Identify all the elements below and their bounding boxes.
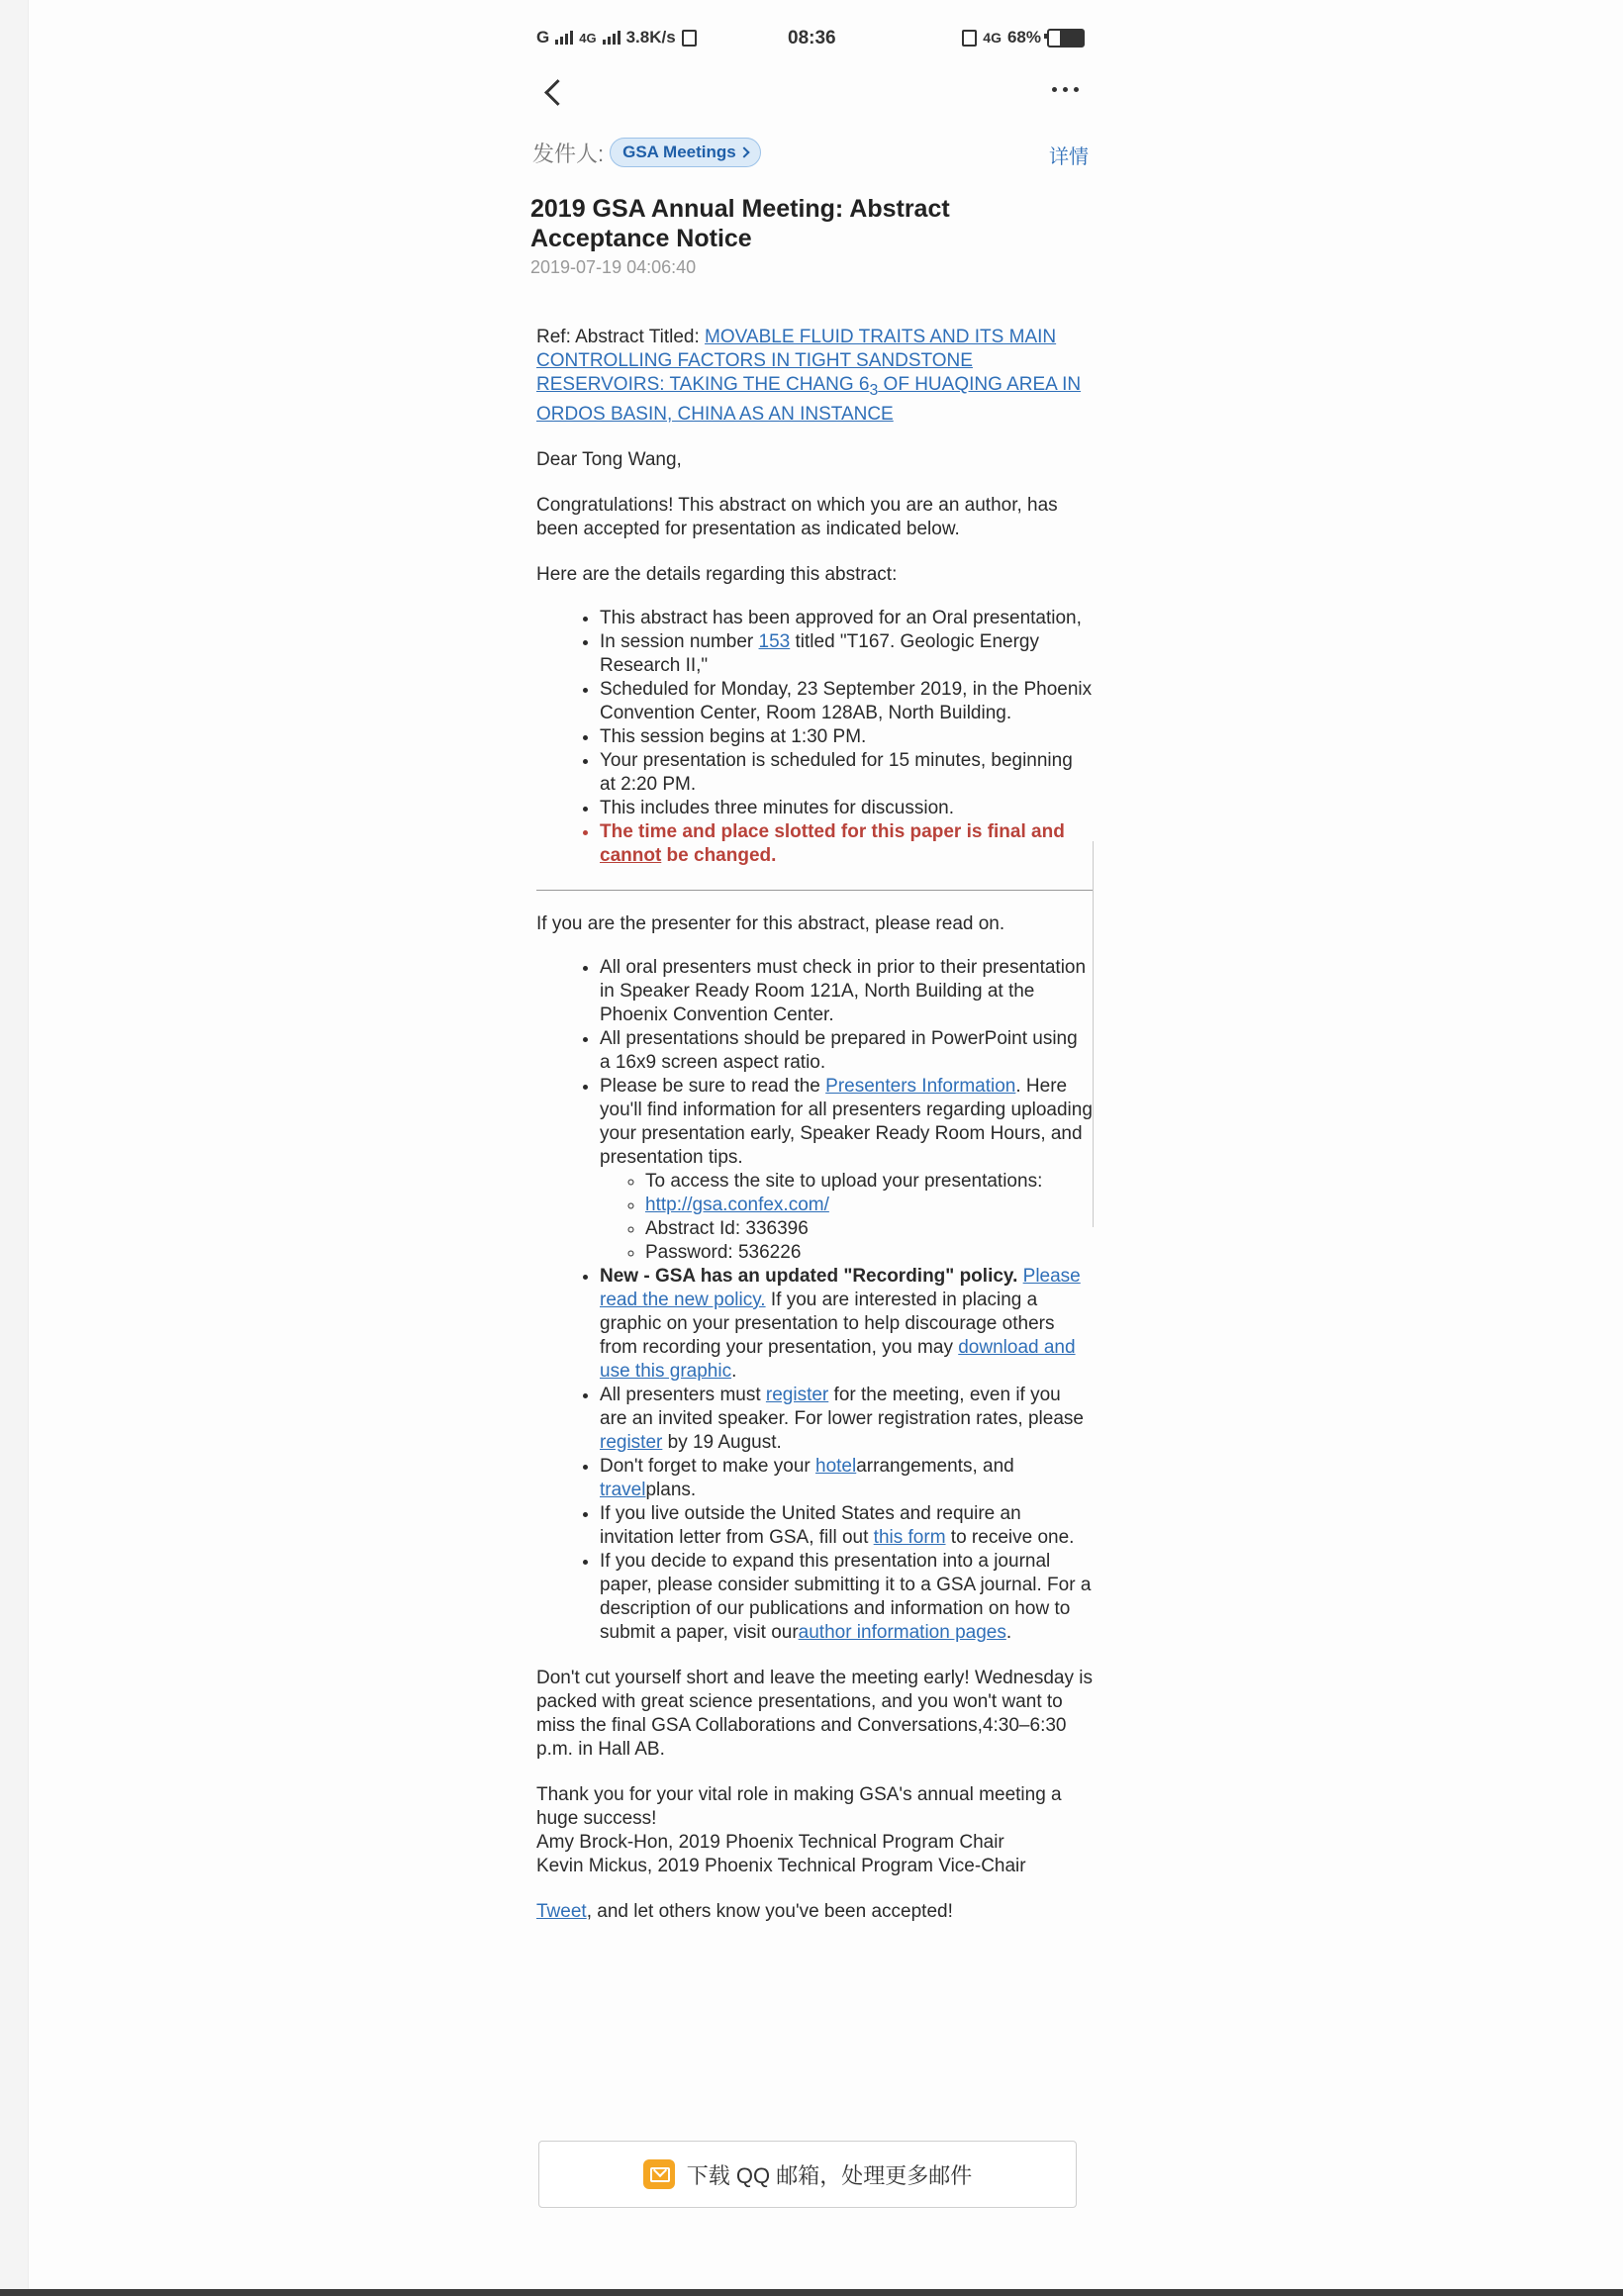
list-item: • This abstract has been approved for an Oral presentation, (600, 607, 1093, 630)
recording-policy-bold: New - GSA has an updated "Recording" policy. (600, 1265, 1018, 1287)
details-link[interactable]: 详情 (1049, 146, 1089, 168)
register-link-2[interactable]: register (600, 1431, 663, 1453)
network-right-label: 4G (983, 30, 1002, 46)
signal-icon-2 (603, 31, 621, 45)
tweet-post: , and let others know you've been accepted! (586, 1900, 953, 1922)
register-end: by 19 August. (662, 1431, 782, 1453)
recording-mid: If you are interested in placing a graphic on your presentation to help discourage others from recording your presentation, you may (600, 1289, 1055, 1358)
list-item: • Scheduled for Monday, 23 September 2019, in the Phoenix Convention Center, Room 128AB, North Building. (600, 678, 1093, 725)
greeting: Dear Tong Wang, (536, 448, 682, 470)
vibrate-icon (962, 30, 977, 47)
email-body (530, 326, 1093, 1924)
register-link[interactable]: register (765, 1384, 829, 1405)
list-item: • All oral presenters must check in prior to their presentation in Speaker Ready Room 121A, North Building at the Phoenix Convention Center. (600, 956, 1093, 1027)
journal-end: . (1005, 1621, 1012, 1643)
hotel-mid: arrangements, and (856, 1455, 1014, 1477)
register-mid: for the meeting, even if you are an invited speaker. For lower registration rates, please (600, 1384, 1084, 1429)
email-subject: 2019 GSA Annual Meeting: Abstract Acceptance Notice (530, 195, 950, 252)
carrier-label: G (536, 28, 550, 47)
presenters-pre: Please be sure to read the (600, 1075, 826, 1097)
session-pre: In session number (600, 630, 759, 652)
abstract-title-b: OF HUAQING AREA IN ORDOS BASIN, CHINA AS AN INSTANCE (536, 374, 1082, 425)
list-item (600, 630, 1093, 678)
tweet-link[interactable]: Tweet (536, 1900, 587, 1922)
signature-chair: Amy Brock-Hon, 2019 Phoenix Technical Program Chair (536, 1831, 1004, 1853)
chevron-right-icon (738, 146, 749, 157)
abstract-title-sub: 3 (869, 381, 879, 399)
email-date: 2019-07-19 04:06:40 (530, 257, 697, 277)
list-item: • This includes three minutes for discussion. (600, 797, 1093, 820)
divider (536, 890, 1093, 891)
status-time: 08:36 (788, 28, 836, 48)
signal-icon (555, 31, 573, 45)
sublist-item: ◦ Abstract Id: 336396 (645, 1217, 1093, 1241)
list-item (600, 1075, 1093, 1265)
list-item (600, 1455, 1093, 1502)
session-post: titled "T167. Geologic Energy Research II," (600, 630, 1040, 676)
list-item: • All presentations should be prepared in PowerPoint using a 16x9 screen aspect ratio. (600, 1027, 1093, 1075)
confex-link[interactable]: http://gsa.confex.com/ (645, 1194, 829, 1215)
list-item (600, 1265, 1093, 1384)
final-notice-c: be changed. (661, 844, 777, 866)
battery-icon (1047, 29, 1085, 48)
list-item: • This session begins at 1:30 PM. (600, 725, 1093, 749)
presenters-post: . Here you'll find information for all presenters regarding uploading your presentation early, Speaker Ready Room Hours, and presentation tips. (600, 1075, 1093, 1168)
download-qq-mail-button[interactable] (538, 2141, 1077, 2208)
final-notice-b: cannot (600, 844, 662, 866)
invitation-pre: If you live outside the United States and require an invitation letter from GSA, fill out (600, 1502, 1021, 1548)
network-label: 4G (579, 30, 597, 46)
session-link[interactable]: 153 (758, 630, 791, 652)
graphic-download-link[interactable]: download and use this graphic (600, 1336, 1076, 1382)
scan-bottom-edge (0, 2289, 1623, 2296)
presenter-intro: If you are the presenter for this abstract, please read on. (536, 912, 1005, 934)
sublist-item: ◦ To access the site to upload your presentations: (645, 1170, 1093, 1194)
journal-pre: If you decide to expand this presentation into a journal paper, please consider submitting it to a GSA journal. For a description of our publications and information on how to submit a paper, visit our (600, 1550, 1092, 1643)
thanks-line: Thank you for your vital role in making GSA's annual meeting a huge success! (536, 1783, 1062, 1829)
mail-icon (643, 2159, 675, 2189)
abstract-title-a: MOVABLE FLUID TRAITS AND ITS MAIN CONTROLLING FACTORS IN TIGHT SANDSTONE RESERVOIRS: TAKING THE CHANG 6 (536, 327, 1057, 395)
signature-vice-chair: Kevin Mickus, 2019 Phoenix Technical Program Vice-Chair (536, 1855, 1026, 1876)
scan-margin (0, 0, 29, 2296)
hotel-link[interactable]: hotel (815, 1455, 857, 1477)
phone-screen (530, 20, 1093, 1946)
register-pre: All presenters must (600, 1384, 766, 1405)
details-intro: Here are the details regarding this abstract: (536, 563, 898, 585)
sender-row (530, 131, 1093, 174)
invitation-form-link[interactable]: this form (873, 1526, 946, 1548)
sender-name: GSA Meetings (622, 143, 736, 161)
nav-bar (530, 55, 1093, 131)
sender-label: 发件人: (532, 141, 605, 166)
author-info-link[interactable]: author information pages (798, 1621, 1006, 1643)
network-speed: 3.8K/s (625, 28, 676, 47)
hotel-pre: Don't forget to make your (600, 1455, 816, 1477)
details-list (536, 607, 1093, 868)
policy-link[interactable]: Please read the new policy. (600, 1265, 1081, 1310)
sublist-item (645, 1194, 1093, 1217)
presenter-list (536, 956, 1093, 1645)
invitation-end: to receive one. (945, 1526, 1075, 1548)
recording-end: . (731, 1360, 737, 1382)
list-item (600, 1384, 1093, 1455)
ref-prefix: Ref: Abstract Titled: (536, 327, 706, 347)
list-item (600, 1502, 1093, 1550)
sender-chip[interactable] (610, 138, 761, 167)
travel-end: plans. (645, 1479, 697, 1500)
final-notice-a: The time and place slotted for this paper is final and (600, 820, 1065, 842)
list-item (600, 1550, 1093, 1645)
tweet-paragraph (536, 1900, 1093, 1924)
ref-paragraph (536, 326, 1093, 427)
scan-artifact-line (1093, 841, 1094, 1227)
list-item: • Your presentation is scheduled for 15 minutes, beginning at 2:20 PM. (600, 749, 1093, 797)
presenters-info-link[interactable]: Presenters Information (825, 1075, 1016, 1097)
back-arrow-icon[interactable] (544, 79, 571, 106)
sim-icon (682, 30, 697, 47)
travel-link[interactable]: travel (600, 1479, 646, 1500)
download-button-label: 下载 QQ 邮箱，处理更多邮件 (686, 2162, 973, 2188)
status-bar (530, 20, 1093, 55)
wednesday-paragraph: Don't cut yourself short and leave the meeting early! Wednesday is packed with great science presentations, and you won't want to miss the final GSA Collaborations and Conversations,4:30–6:30 p.m. in Hall AB. (536, 1667, 1093, 1760)
congrats-paragraph: Congratulations! This abstract on which you are an author, has been accepted for presentation as indicated below. (536, 494, 1058, 539)
sublist-item: ◦ Password: 536226 (645, 1241, 1093, 1265)
more-icon[interactable] (1052, 87, 1079, 92)
final-notice-item (600, 820, 1093, 868)
battery-percent: 68% (1006, 28, 1041, 47)
upload-sublist (600, 1170, 1093, 1265)
